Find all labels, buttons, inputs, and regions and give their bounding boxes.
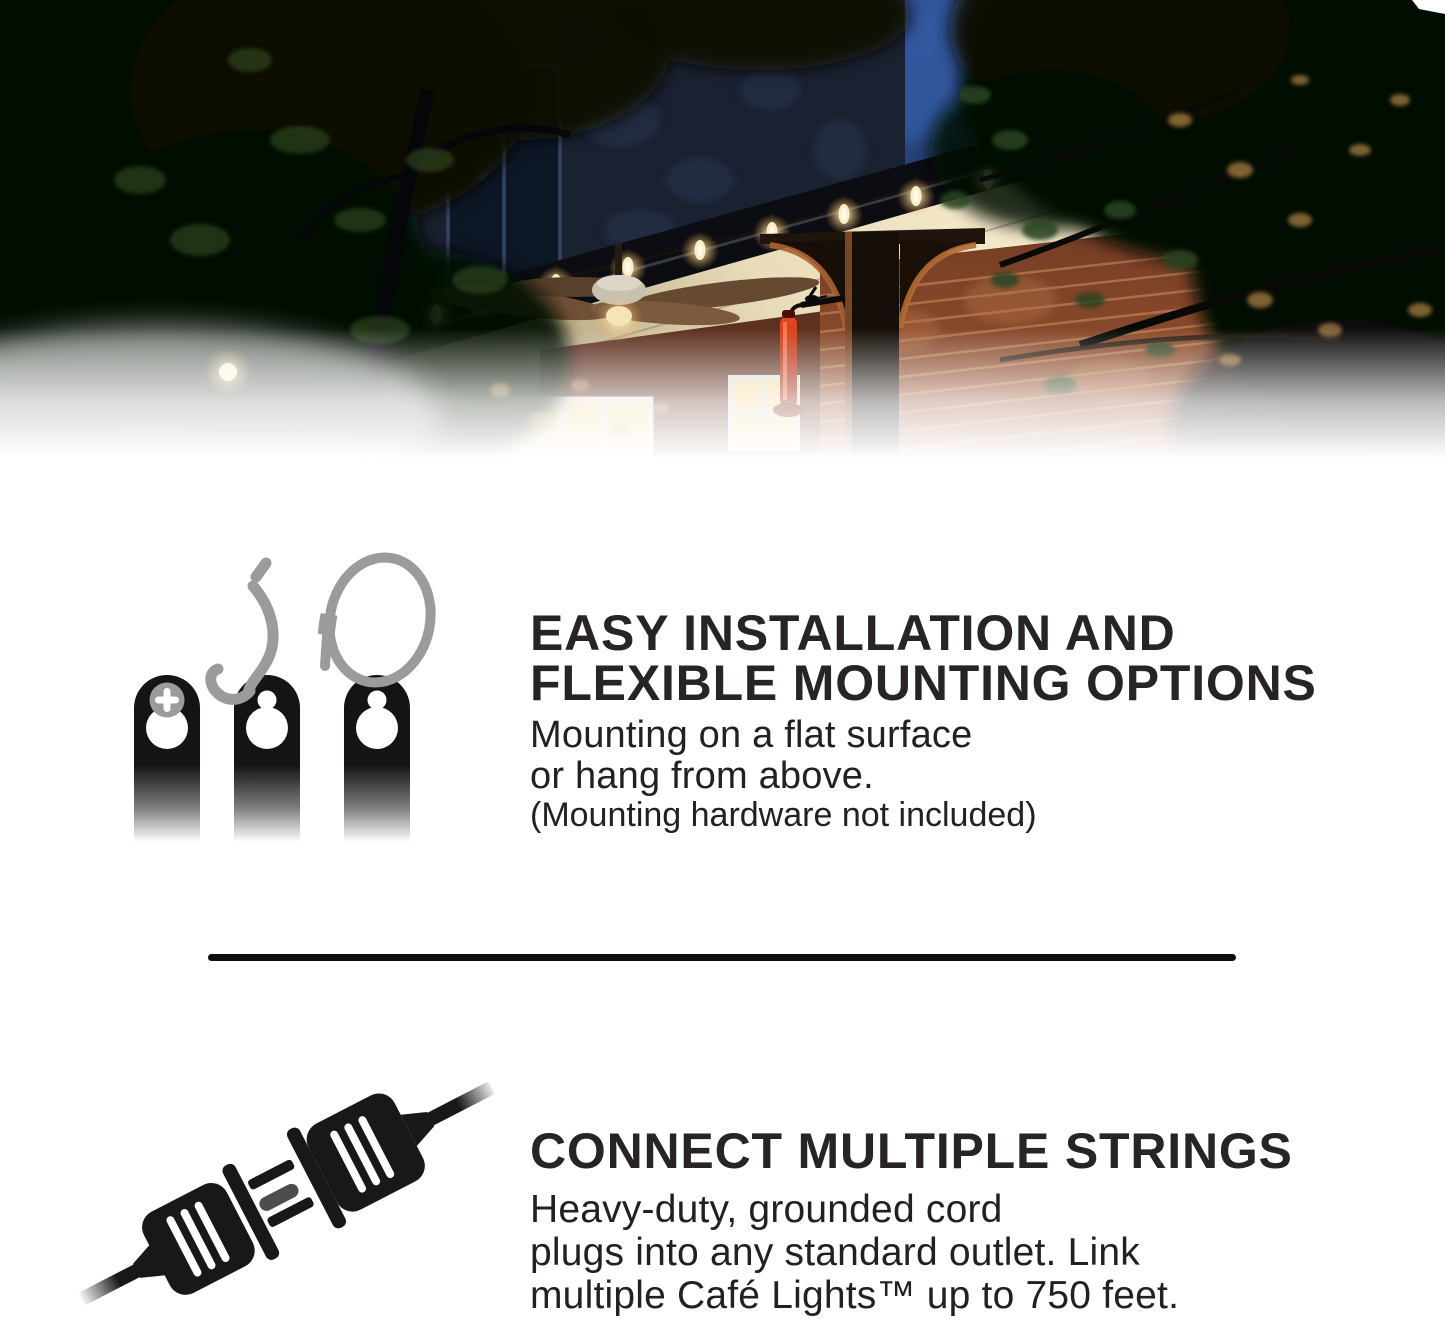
connect-heading: CONNECT MULTIPLE STRINGS [530, 1123, 1293, 1179]
mounting-note: (Mounting hardware not included) [530, 796, 1037, 834]
connect-body: Heavy-duty, grounded cord plugs into any standard outlet. Link multiple Café Lights™ up to 750 feet. [530, 1188, 1180, 1317]
mounting-heading-line2: FLEXIBLE MOUNTING OPTIONS [530, 655, 1317, 711]
mounting-heading-line1: EASY INSTALLATION AND [530, 605, 1176, 661]
plug-connector-icon [28, 1058, 498, 1328]
photo-bottom-fade [0, 325, 1445, 500]
mounting-heading [530, 605, 1317, 711]
hero-photo [0, 0, 1445, 500]
section-divider [208, 954, 1236, 961]
zip-ring-icon [318, 550, 442, 692]
hummingbird-silhouette [805, 295, 819, 303]
right-cord [426, 1088, 492, 1122]
mounting-options-illustration [100, 550, 450, 850]
mounting-body: Mounting on a flat surface or hang from above. [530, 714, 973, 797]
hook-mount-tab-icon [211, 563, 300, 842]
ring-mount-tab-icon [318, 550, 442, 842]
screw-mount-tab-icon [134, 675, 200, 842]
porch-scene [0, 0, 1445, 500]
